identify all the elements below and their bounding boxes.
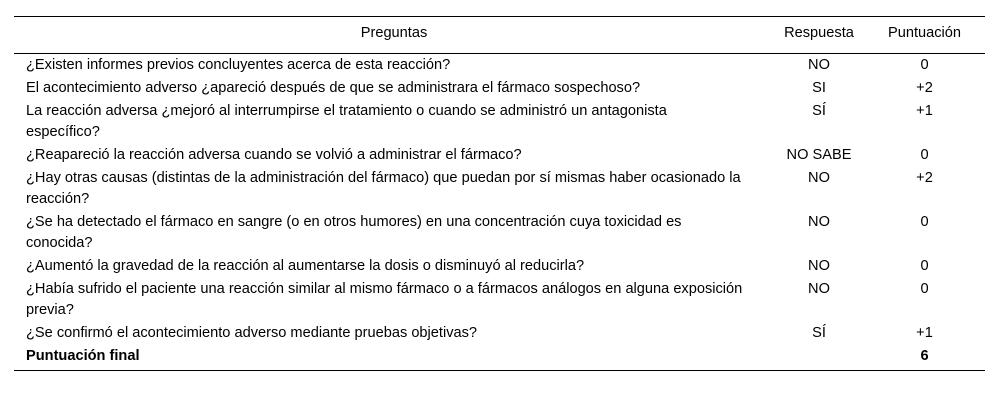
question-cell: ¿Hay otras causas (distintas de la administración del fármaco) que puedan por sí mismas haber ocasionado la reacción?: [26, 170, 741, 207]
answer-cell: NO: [808, 170, 830, 186]
table-row: [14, 278, 985, 322]
answer-cell: NO: [808, 214, 830, 230]
answer-cell: SI: [812, 80, 826, 96]
table-row: [14, 100, 985, 144]
header-questions: Preguntas: [14, 17, 774, 54]
question-cell: ¿Existen informes previos concluyentes acerca de esta reacción?: [26, 57, 451, 73]
question-cell: El acontecimiento adverso ¿apareció después de que se administrara el fármaco sospechoso?: [26, 80, 641, 96]
score-cell: +2: [916, 170, 933, 186]
answer-cell: NO: [808, 57, 830, 73]
table-row: [14, 255, 985, 278]
score-cell: 0: [920, 147, 929, 163]
question-cell: ¿Se confirmó el acontecimiento adverso mediante pruebas objetivas?: [26, 325, 478, 341]
score-cell: 0: [920, 57, 929, 73]
final-answer-empty: [774, 345, 864, 370]
table-header-row: [14, 17, 985, 54]
answer-cell: SÍ: [812, 103, 826, 119]
table-row: [14, 322, 985, 345]
table-row: [14, 54, 985, 78]
score-cell: 0: [920, 281, 929, 297]
score-cell: 0: [920, 214, 929, 230]
table-row: [14, 211, 985, 255]
naranjo-table-container: [14, 16, 985, 371]
table-row: [14, 144, 985, 167]
final-score-value: 6: [920, 348, 929, 364]
question-cell: ¿Reapareció la reacción adversa cuando se volvió a administrar el fármaco?: [26, 147, 522, 163]
score-cell: +2: [916, 80, 933, 96]
answer-cell: NO SABE: [786, 147, 852, 163]
answer-cell: SÍ: [812, 325, 826, 341]
answer-cell: NO: [808, 258, 830, 274]
header-score: Puntuación: [864, 17, 985, 54]
final-score-row: [14, 345, 985, 370]
question-cell: ¿Se ha detectado el fármaco en sangre (o en otros humores) en una concentración cuya toxicidad es conocida?: [26, 214, 682, 251]
table-row: [14, 167, 985, 211]
question-cell: ¿Aumentó la gravedad de la reacción al aumentarse la dosis o disminuyó al reducirla?: [26, 258, 585, 274]
score-cell: +1: [916, 325, 933, 341]
answer-cell: NO: [808, 281, 830, 297]
table-row: [14, 77, 985, 100]
table-bottom-rule: [14, 370, 985, 371]
question-cell: La reacción adversa ¿mejoró al interrumpirse el tratamiento o cuando se administró un antagonista específico?: [26, 103, 667, 140]
causality-assessment-table: [14, 16, 985, 370]
question-cell: ¿Había sufrido el paciente una reacción similar al mismo fármaco o a fármacos análogos en alguna exposición previa?: [26, 281, 743, 318]
score-cell: 0: [920, 258, 929, 274]
final-score-label: Puntuación final: [26, 348, 140, 364]
header-answer: Respuesta: [774, 17, 864, 54]
score-cell: +1: [916, 103, 933, 119]
